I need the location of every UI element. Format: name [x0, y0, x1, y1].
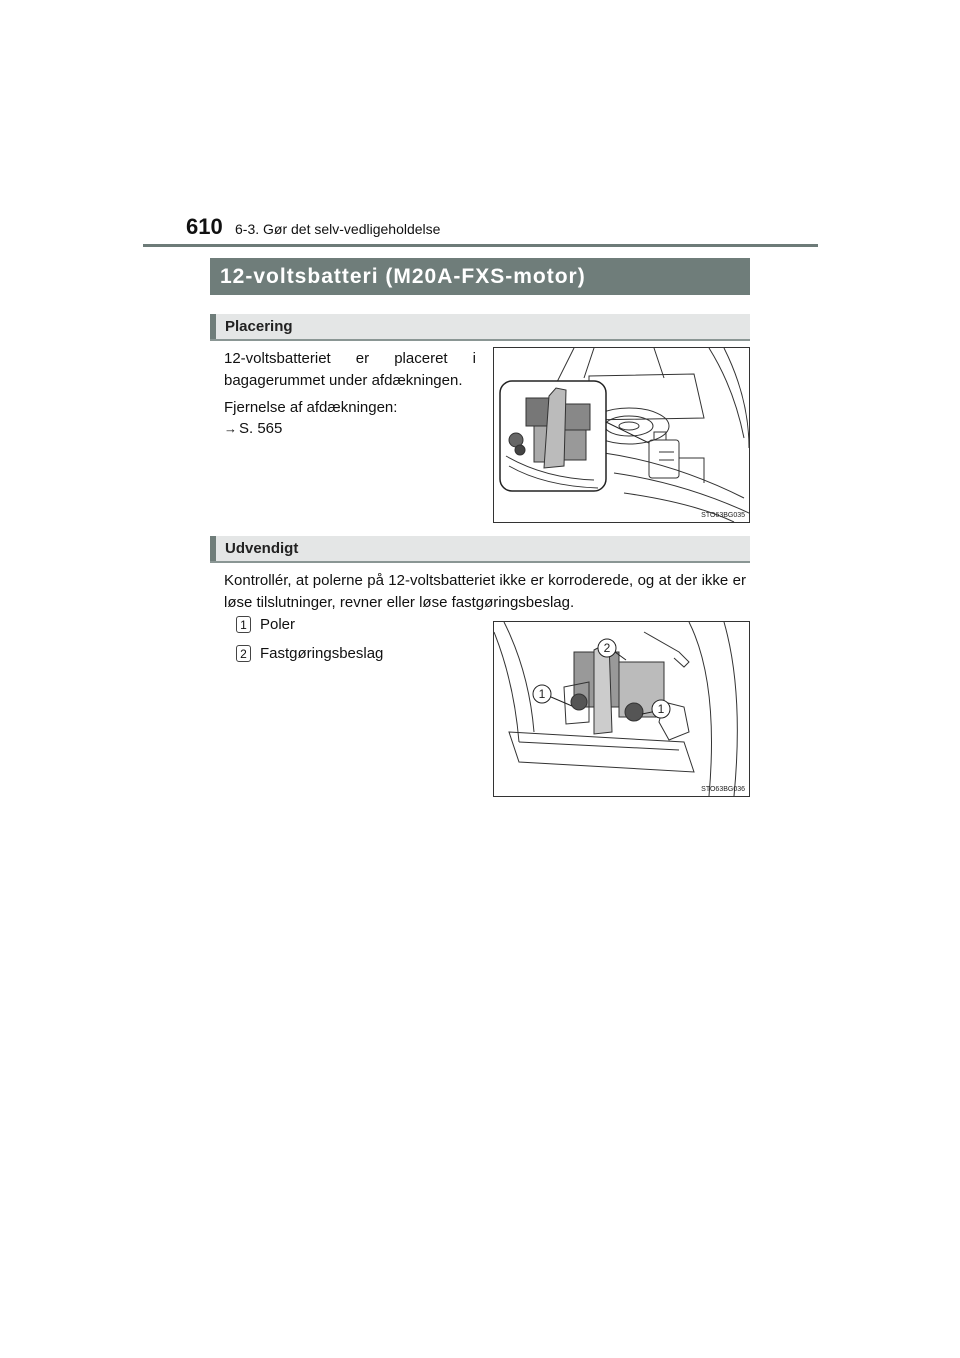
header-rule [143, 244, 818, 247]
subheading-udvendigt [210, 536, 750, 563]
callout-1-left: 1 [538, 687, 546, 701]
legend-item-1 [236, 616, 295, 633]
legend-label-2: Fastgøringsbeslag [260, 645, 384, 662]
placering-text: 12-voltsbatteriet er placeret i bagagerummet under afdækningen. [224, 350, 476, 389]
subheading-placering [210, 314, 750, 341]
page-reference[interactable] [224, 418, 476, 440]
page-number: 610 [186, 214, 223, 239]
figure-battery-location [493, 347, 750, 523]
callout-2: 2 [603, 641, 611, 655]
callout-1-right: 1 [657, 702, 665, 716]
figure-code: STO63BG036 [701, 786, 745, 793]
removal-label: Fjernelse af afdækningen: [224, 399, 398, 416]
arrow-icon: → [224, 421, 237, 436]
legend-number-2: 2 [236, 645, 251, 662]
legend-number-1: 1 [236, 616, 251, 633]
battery-location-illustration [494, 348, 749, 522]
legend-label-1: Poler [260, 616, 296, 633]
subheading-placering-label: Placering [225, 318, 293, 335]
page-reference-text: S. 565 [239, 420, 283, 437]
subheading-udvendigt-label: Udvendigt [225, 540, 299, 557]
section-title: 12-voltsbatteri (M20A-FXS-motor) [210, 258, 750, 295]
legend-item-2 [236, 645, 383, 662]
udvendigt-text: Kontrollér, at polerne på 12-voltsbatteriet ikke er korroderede, og at der ikke er løse tilslutninger, revner eller løse fastgøringsbeslag. [224, 572, 746, 611]
chapter-title: 6-3. Gør det selv-vedligeholdelse [235, 221, 441, 237]
battery-exterior-illustration [494, 622, 749, 796]
figure-battery-exterior [493, 621, 750, 797]
figure-code: STO63BG035 [701, 512, 745, 519]
